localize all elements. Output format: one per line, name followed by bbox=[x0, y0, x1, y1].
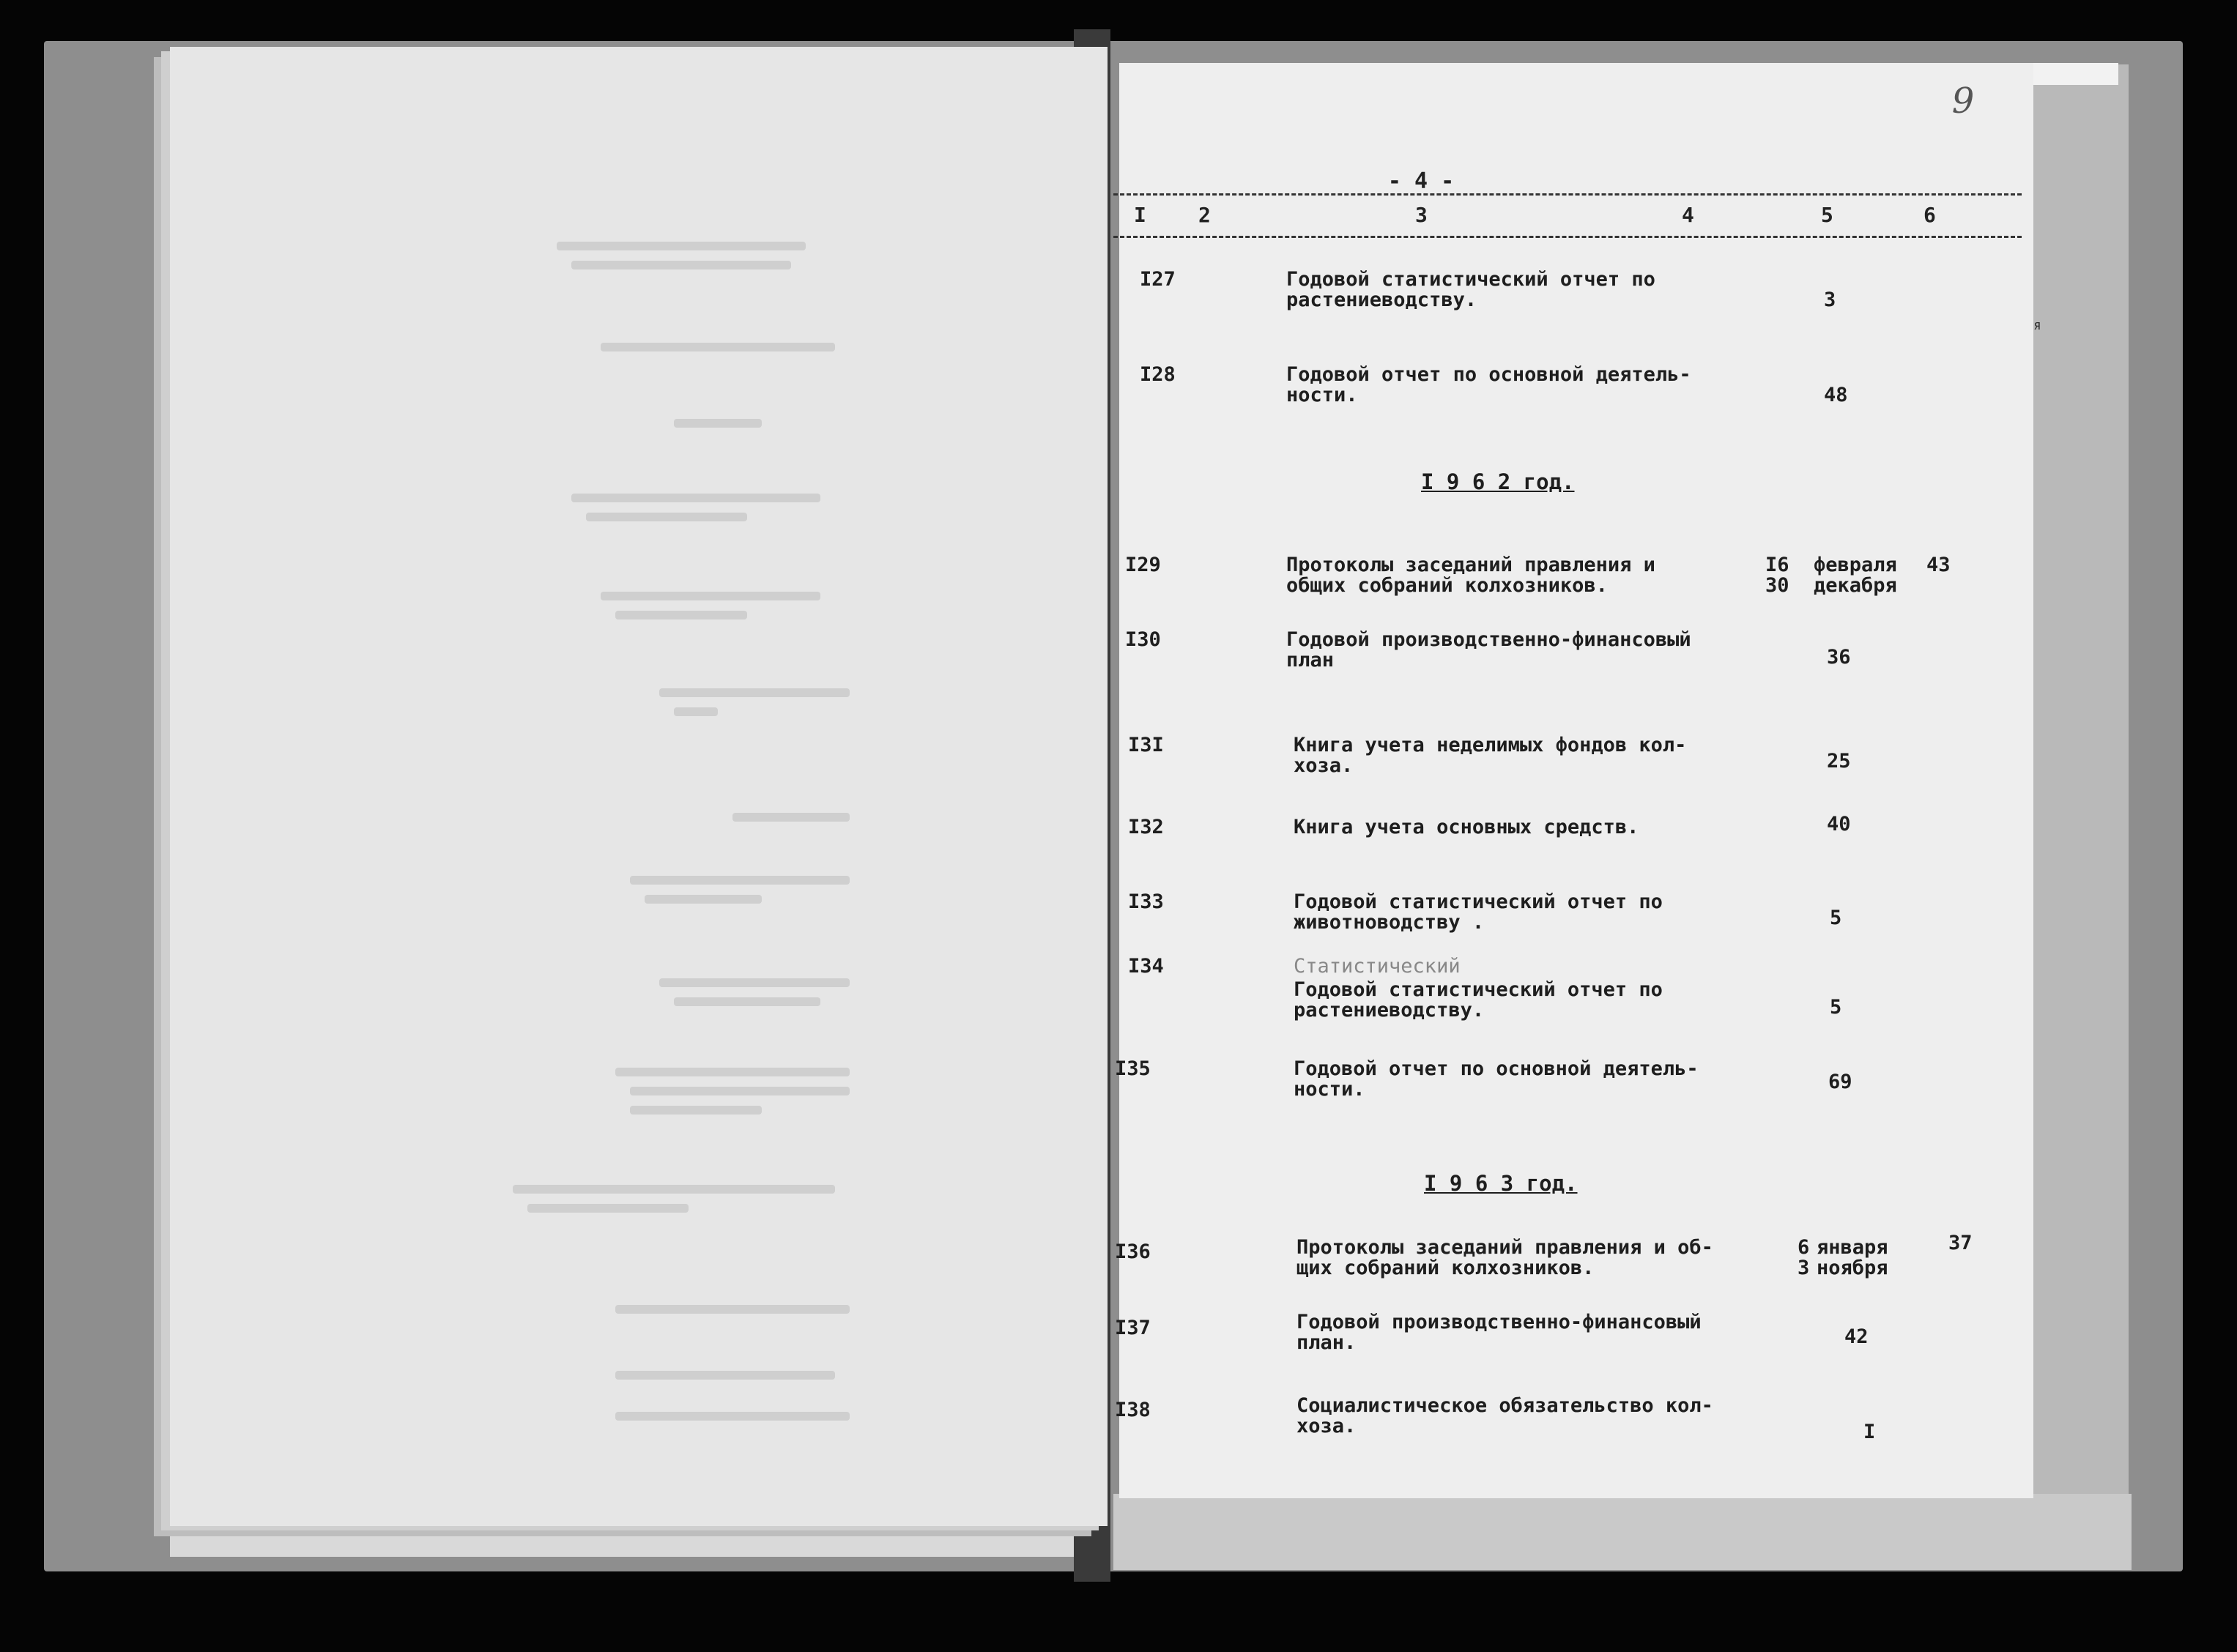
row-title-line: Годовой статистический отчет по bbox=[1286, 268, 1655, 291]
row-month: января ноября bbox=[1817, 1236, 1888, 1279]
row-number: I35 bbox=[1115, 1057, 1151, 1080]
header-rule-top bbox=[1113, 193, 2022, 196]
row-number: I30 bbox=[1125, 628, 1161, 651]
row-sheet-count: 25 bbox=[1827, 750, 1851, 773]
row-number: I32 bbox=[1128, 816, 1164, 838]
row-sheet-count: 48 bbox=[1824, 384, 1848, 406]
column-header-2: 2 bbox=[1198, 203, 1211, 227]
row-number: I37 bbox=[1115, 1317, 1151, 1339]
row-title-line: хоза. bbox=[1296, 1415, 1357, 1437]
row-title-line: растениеводству. bbox=[1286, 289, 1477, 311]
row-title-struck: Статистический bbox=[1294, 955, 1461, 978]
column-header-6: 6 bbox=[1923, 203, 1936, 227]
row-title-line: Книга учета основных средств. bbox=[1294, 816, 1639, 838]
row-number: I38 bbox=[1115, 1399, 1151, 1421]
row-number: I3I bbox=[1128, 734, 1164, 756]
column-header-4: 4 bbox=[1682, 203, 1694, 227]
row-title-line: растениеводству. bbox=[1294, 999, 1485, 1022]
page-label: - 4 - bbox=[1387, 168, 1455, 194]
row-sheet-count: 36 bbox=[1827, 646, 1851, 669]
row-title-line: Годовой статистический отчет по bbox=[1294, 890, 1663, 913]
row-sheet-count: 5 bbox=[1830, 907, 1842, 929]
row-title-line: Протоколы заседаний правления и об- bbox=[1296, 1236, 1713, 1259]
row-title-line: Книга учета неделимых фондов кол- bbox=[1294, 734, 1687, 756]
row-title-line: хоза. bbox=[1294, 754, 1354, 777]
row-sheet-count: 5 bbox=[1830, 996, 1842, 1019]
row-title-line: щих собраний колхозников. bbox=[1296, 1257, 1595, 1279]
paper-strip bbox=[2030, 63, 2118, 85]
row-title-line: Протоколы заседаний правления и bbox=[1286, 554, 1655, 576]
row-title-line: Годовой отчет по основной деятель- bbox=[1294, 1057, 1699, 1080]
margin-letter: я bbox=[2033, 318, 2041, 333]
header-rule-bottom bbox=[1113, 236, 2022, 238]
row-sheet-count: 42 bbox=[1844, 1325, 1869, 1348]
back-sheet bbox=[2029, 64, 2129, 1529]
row-title-line: ности. bbox=[1286, 384, 1358, 406]
row-sheet-count: 69 bbox=[1828, 1071, 1852, 1093]
row-number: I34 bbox=[1128, 955, 1164, 978]
row-month: февраля декабря bbox=[1814, 554, 1897, 597]
row-number: I28 bbox=[1140, 363, 1176, 386]
row-title-line: ности. bbox=[1294, 1078, 1365, 1101]
row-number: I27 bbox=[1140, 268, 1176, 291]
stamp-page-number: 9 bbox=[1951, 81, 1975, 122]
row-title-line: план. bbox=[1296, 1331, 1357, 1354]
row-number: I33 bbox=[1128, 890, 1164, 913]
row-title-line: Годовой производственно-финансовый bbox=[1296, 1311, 1702, 1333]
row-title-line: Социалистическое обязательство кол- bbox=[1296, 1394, 1713, 1417]
column-header-1: I bbox=[1134, 203, 1146, 227]
row-sheet-count: 3 bbox=[1824, 289, 1836, 311]
row-day: 6 3 bbox=[1798, 1236, 1810, 1279]
column-header-5: 5 bbox=[1821, 203, 1833, 227]
row-sheet-count: I bbox=[1863, 1421, 1876, 1443]
row-number: I36 bbox=[1115, 1240, 1151, 1263]
row-title-line: животноводству . bbox=[1294, 911, 1485, 934]
row-title-line: план bbox=[1286, 649, 1335, 671]
row-title-line: Годовой производственно-финансовый bbox=[1286, 628, 1691, 651]
row-title-line: общих собраний колхозников. bbox=[1286, 574, 1608, 597]
row-sheet-count: 40 bbox=[1827, 813, 1851, 836]
row-col6: 43 bbox=[1926, 554, 1951, 576]
year-heading: I 9 6 2 год. bbox=[1421, 469, 1575, 494]
row-title-line: Годовой статистический отчет по bbox=[1294, 978, 1663, 1001]
row-number: I29 bbox=[1125, 554, 1161, 576]
column-header-3: 3 bbox=[1415, 203, 1428, 227]
year-heading: I 9 6 3 год. bbox=[1424, 1171, 1578, 1196]
row-col6: 37 bbox=[1948, 1232, 1973, 1254]
row-day: I6 30 bbox=[1765, 554, 1789, 597]
bottom-sheet-edge bbox=[1113, 1494, 2132, 1570]
row-title-line: Годовой отчет по основной деятель- bbox=[1286, 363, 1691, 386]
